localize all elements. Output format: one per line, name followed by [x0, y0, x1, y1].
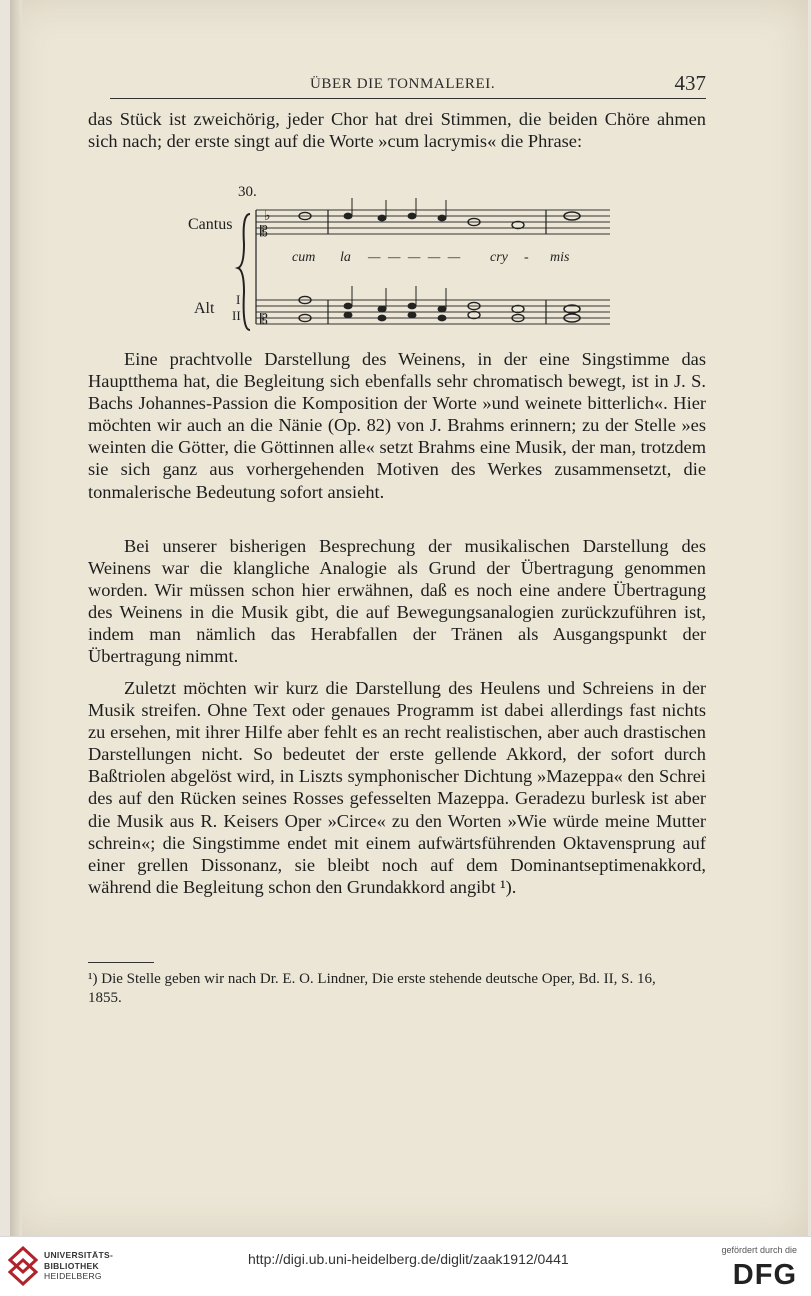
paragraph-block-3 — [88, 535, 706, 668]
lyric-mis: mis — [550, 250, 570, 265]
alt-part-2: II — [232, 308, 241, 323]
paragraph-3: Bei unserer bisherigen Besprechung der musikalischen Darstellung des Weinens war die klangliche Analogie als Grund der Übertragung genommen worden. Wir müssen schon hier erwähnen, daß es noch eine andere Übertragung des Weinens in die Musik gibt, die auf Bewegungsanalogien zurückzuführen ist, indem man nämlich das Herabfallen der Tränen als Ausgangspunkt der Übertragung nimmt. — [88, 536, 706, 667]
system-brace — [238, 214, 250, 330]
paragraph-block-4 — [88, 677, 706, 898]
paragraph-1: das Stück ist zweichörig, jeder Chor hat drei Stimmen, die beiden Chöre ahmen sich nach; der erste singt auf die Worte »cum lacrymis« die Phrase: — [88, 109, 706, 152]
lyric-cry: cry — [490, 250, 508, 265]
page-gutter-shadow — [10, 0, 22, 1236]
music-example — [180, 184, 620, 346]
voice-label-cantus: Cantus — [188, 216, 233, 233]
c-clef-icon: 𝄡 — [260, 224, 268, 240]
lyric-la: la — [340, 250, 351, 265]
page-number: 437 — [674, 71, 706, 95]
viewer-footer — [0, 1236, 811, 1296]
paragraph-block-2 — [88, 348, 706, 503]
paragraph-2: Eine prachtvolle Darstellung des Weinens, in der eine Singstimme das Hauptthema hat, die Begleitung sich ebenfalls sehr chromatisch bewegt, ist in J. S. Bachs Johannes-Passion die Komposition der Worte »und weinete bitterlich«. Hier möchten wir auch an die Nänie (Op. 82) von J. Brahms erinnern; zu der Stelle »es weinten die Götter, die Göttinnen alle« setzt Brahms eine Musik, der man, trotzdem sie sich ganz aus vorhergehenden Motiven des Werkes zusammensetzt, die tonmalerische Bedeutung sofort ansieht. — [88, 349, 706, 502]
paragraph-intro — [88, 108, 706, 152]
university-library-logo-icon[interactable] — [8, 1246, 38, 1286]
measure-number: 30. — [238, 184, 257, 200]
library-name-line2: BIBLIOTHEK — [44, 1260, 99, 1271]
lyric-dashes: — — — — — — [368, 250, 463, 265]
lyric-hyphen: - — [524, 250, 529, 265]
funded-by-label: gefördert durch die — [721, 1245, 797, 1255]
permalink-url[interactable]: http://digi.ub.uni-heidelberg.de/diglit/zaak1912/0441 — [248, 1251, 569, 1267]
footnote-rule — [88, 962, 154, 963]
alt-part-1: I — [236, 292, 241, 307]
c-clef-icon-alt: 𝄡 — [260, 312, 268, 328]
cantus-notes — [299, 198, 580, 229]
running-head — [110, 71, 706, 99]
flat-sign: ♭ — [264, 208, 271, 224]
running-title: ÜBER DIE TONMALEREI. — [310, 76, 496, 92]
book-page — [10, 0, 808, 1236]
library-name-line1: UNIVERSITÄTS- — [44, 1250, 114, 1260]
lyric-cum: cum — [292, 250, 316, 265]
footnote: ¹) Die Stelle geben wir nach Dr. E. O. Lindner, Die erste stehende deutsche Oper, Bd. II, S. 16, 1855. — [88, 971, 656, 1006]
dfg-logo[interactable]: DFG — [732, 1259, 797, 1291]
library-name[interactable] — [44, 1250, 113, 1282]
voice-label-alt: Alt — [194, 300, 215, 317]
paragraph-4: Zuletzt möchten wir kurz die Darstellung des Heulens und Schreiens in der Musik streifen. Ohne Text oder genaues Programm ist dabei allerdings fast nichts zu ersehen, mit ihrer Hilfe aber fehlt es an recht realistischen, aber auch drastischen Darstellungen nicht. So bedeutet der erste gellende Akkord, der sofort durch Baßtriolen abgelöst wird, in Liszts symphonischer Dichtung »Mazeppa« den Schrei des auf den Rücken seines Rosses gefesselten Mazeppa. Geradezu burlesk ist aber die Musik aus R. Keisers Oper »Circe« zu den Worten »Wie würde meine Mutter schrein«; die Singstimme endet mit einem aufwärtsführenden Oktavensprung auf einer grellen Dissonanz, sie bleibt noch auf dem Dominantseptimenakkord, während die Begleitung schon den Grundakkord angibt ¹). — [88, 678, 706, 897]
library-name-line3: HEIDELBERG — [44, 1271, 102, 1281]
barlines — [256, 210, 546, 324]
alt-notes — [299, 286, 580, 322]
